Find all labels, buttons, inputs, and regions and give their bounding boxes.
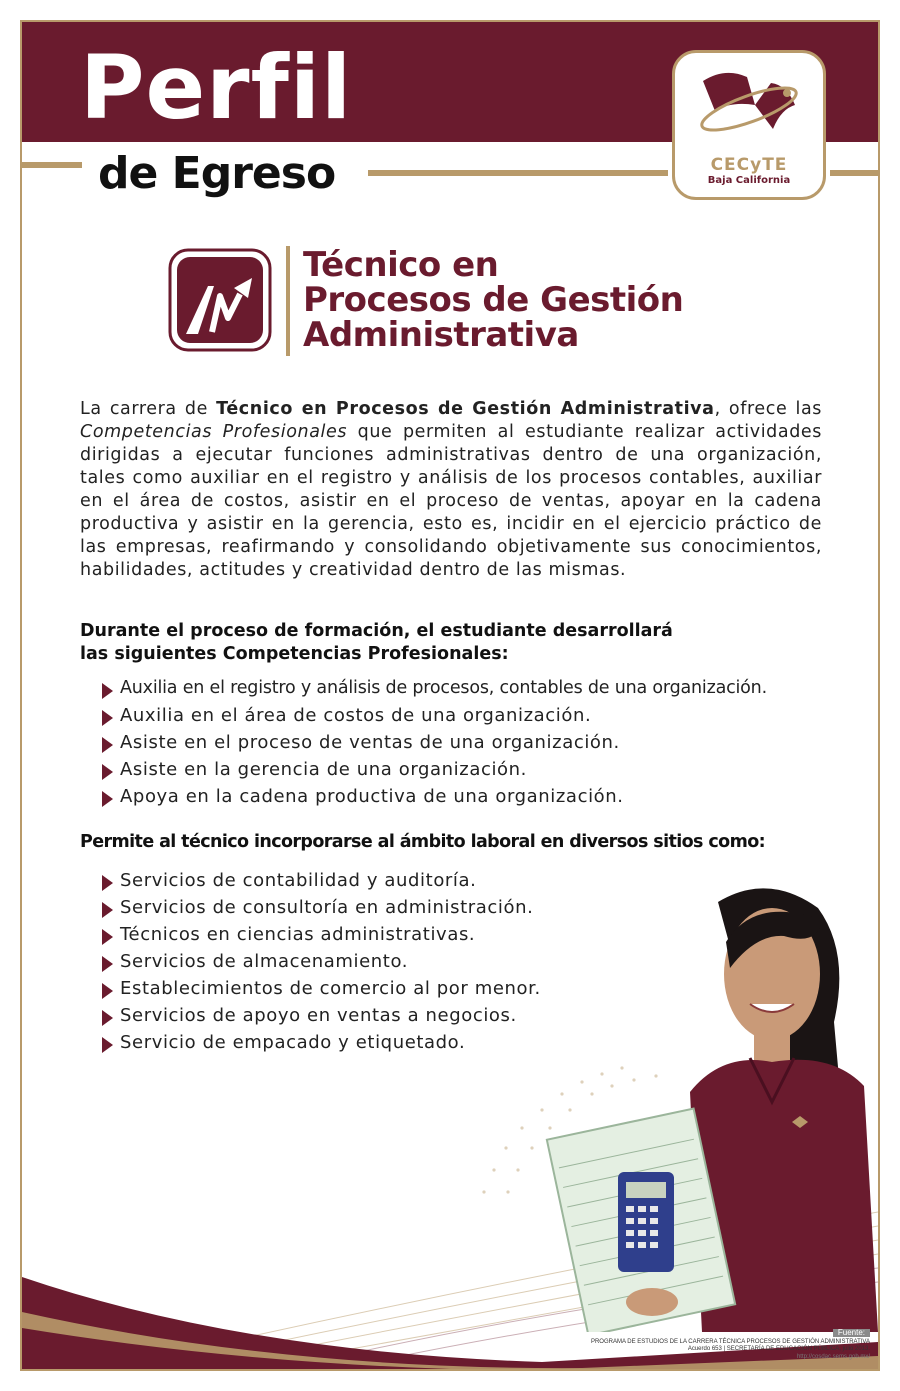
career-title	[303, 245, 684, 355]
student-photo	[522, 872, 878, 1332]
competencias-heading-line-1: Durante el proceso de formación, el estudiante desarrollará	[80, 621, 673, 641]
list-item-text: Servicios de apoyo en ventas a negocios.	[120, 1005, 517, 1026]
bullet-arrow-icon	[102, 683, 113, 699]
sitios-heading: Permite al técnico incorporarse al ámbito laboral en diversos sitios como:	[80, 832, 766, 852]
bullet-arrow-icon	[102, 1037, 113, 1053]
list-item-text: Servicios de contabilidad y auditoría.	[120, 870, 477, 891]
competencias-heading	[80, 620, 673, 666]
career-title-line-1: Técnico en	[303, 245, 499, 285]
intro-competencias: Competencias Profesionales	[80, 422, 348, 442]
bullet-arrow-icon	[102, 902, 113, 918]
list-item-text: Apoya en la cadena productiva de una organización.	[120, 786, 624, 807]
title-de-egreso: de Egreso	[98, 148, 336, 199]
list-item	[102, 951, 541, 978]
bullet-arrow-icon	[102, 710, 113, 726]
gold-rule-mid	[368, 170, 668, 176]
bullet-arrow-icon	[102, 737, 113, 753]
list-item-text: Servicios de almacenamiento.	[120, 951, 409, 972]
list-item	[102, 759, 767, 786]
list-item	[102, 870, 541, 897]
career-divider	[286, 246, 290, 356]
list-item	[102, 1032, 541, 1059]
bullet-arrow-icon	[102, 875, 113, 891]
gold-rule-right	[830, 170, 878, 176]
bullet-arrow-icon	[102, 791, 113, 807]
cecyte-logo	[672, 50, 826, 200]
bullet-arrow-icon	[102, 764, 113, 780]
list-item	[102, 978, 541, 1005]
title-perfil: Perfil	[80, 36, 353, 139]
competencias-list	[102, 678, 767, 813]
list-item-text: Asiste en el proceso de ventas de una organización.	[120, 732, 620, 753]
list-item	[102, 1005, 541, 1032]
intro-text-2: , ofrece las	[714, 399, 822, 419]
list-item	[102, 705, 767, 732]
list-item-text: Técnicos en ciencias administrativas.	[120, 924, 476, 945]
list-item-text: Establecimientos de comercio al por menor.	[120, 978, 541, 999]
list-item-text: Asiste en la gerencia de una organización.	[120, 759, 527, 780]
bullet-arrow-icon	[102, 983, 113, 999]
bullet-arrow-icon	[102, 956, 113, 972]
source-label: Fuente:	[833, 1329, 870, 1337]
list-item-text: Servicio de empacado y etiquetado.	[120, 1032, 466, 1053]
list-item	[102, 924, 541, 951]
gold-rule-left	[22, 162, 82, 168]
source-line-2: Acuerdo 653 | SECRETARÍA DE EDUCACIÓN PÚBLICA, julio 2013.	[687, 1346, 870, 1352]
career-icon	[168, 248, 272, 352]
intro-career-name: Técnico en Procesos de Gestión Administrativa	[216, 399, 715, 419]
logo-name: CECyTE	[710, 155, 788, 175]
list-item	[102, 678, 767, 705]
list-item-text: Auxilia en el registro y análisis de procesos, contables de una organización.	[120, 678, 767, 698]
source-citation	[591, 1329, 870, 1361]
cecyte-emblem-icon	[675, 53, 823, 153]
intro-paragraph	[80, 398, 822, 582]
poster-frame	[20, 20, 880, 1371]
bullet-arrow-icon	[102, 1010, 113, 1026]
intro-text-3: que permiten al estudiante realizar actividades dirigidas a ejecutar funciones administrativas dentro de una organización, tales como auxiliar en el registro y análisis de los procesos contables, auxiliar en el área de costos, asistir en el proceso de ventas, apoyar en la cadena productiva y asistir en la gerencia, esto es, incidir en el ejercicio práctico de las empresas, reafirmando y consolidando objetivamente sus conocimientos, habilidades, actitudes y creatividad dentro de las mismas.	[80, 422, 822, 580]
list-item	[102, 786, 767, 813]
bullet-arrow-icon	[102, 929, 113, 945]
logo-subtitle: Baja California	[707, 175, 791, 186]
list-item-text: Servicios de consultoría en administración.	[120, 897, 534, 918]
career-title-line-3: Administrativa	[303, 315, 579, 355]
source-line-1: PROGRAMA DE ESTUDIOS DE LA CARRERA TÉCNICA PROCESOS DE GESTIÓN ADMINISTRATIVA	[590, 1338, 870, 1345]
list-item-text: Auxilia en el área de costos de una organización.	[120, 705, 592, 726]
career-title-line-2: Procesos de Gestión	[303, 280, 684, 320]
sitios-list	[102, 870, 541, 1059]
competencias-heading-line-2: las siguientes Competencias Profesionales:	[80, 644, 509, 664]
list-item	[102, 897, 541, 924]
intro-text-1: La carrera de	[80, 399, 217, 419]
list-item	[102, 732, 767, 759]
source-link: http://cosdac.sems.gob.mx/	[796, 1353, 870, 1360]
